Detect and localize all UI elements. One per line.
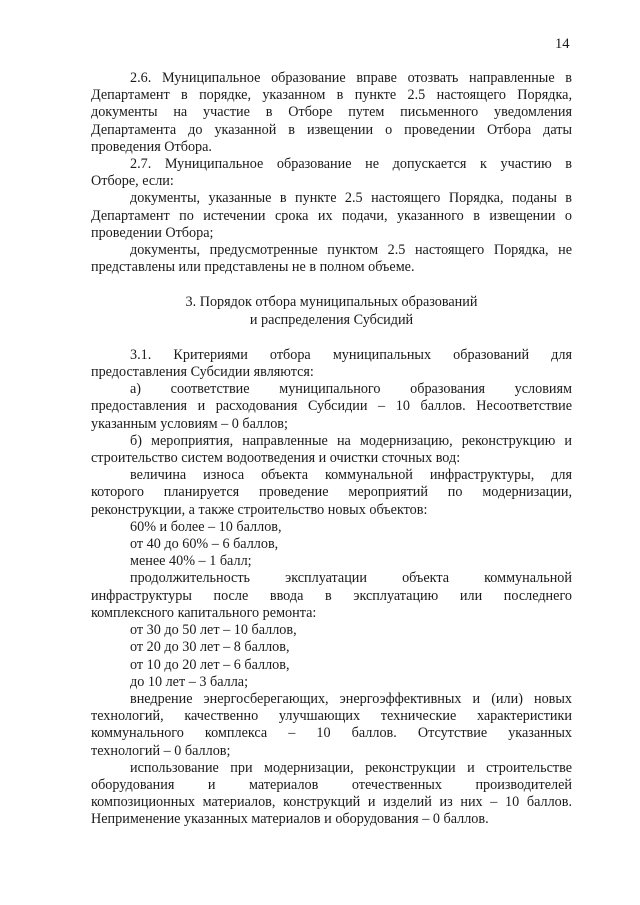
text-line: комплексного капитального ремонта: xyxy=(91,604,317,621)
heading-line: 3. Порядок отбора муниципальных образований xyxy=(185,294,478,311)
text-line: которого планируется проведение мероприятий по модернизации, xyxy=(91,484,572,501)
wear-criterion xyxy=(91,467,572,519)
criterion-a xyxy=(91,381,572,433)
paragraph-2-7 xyxy=(91,156,572,190)
text-line: 3.1. Критериями отбора муниципальных образований для xyxy=(130,346,572,363)
list-item: 60% и более – 10 баллов, xyxy=(130,518,282,535)
text-line: представлены или представлены не в полном объеме. xyxy=(91,259,415,276)
text-line: документы, предусмотренные пунктом 2.5 настоящего Порядка, не xyxy=(130,242,572,259)
criterion-b xyxy=(91,433,572,467)
page-number: 14 xyxy=(555,36,570,52)
list-item: до 10 лет – 3 балла; xyxy=(130,673,249,690)
materials-criterion xyxy=(91,760,572,829)
duration-scale xyxy=(91,622,572,691)
text-line: оборудования и материалов отечественных производителей xyxy=(91,776,572,793)
text-line: технологий – 0 баллов; xyxy=(91,742,231,759)
document-body xyxy=(91,70,572,829)
text-line: 2.7. Муниципальное образование не допускается к участию в xyxy=(130,156,572,173)
text-line: строительство систем водоотведения и очистки сточных вод: xyxy=(91,450,461,467)
paragraph-3-1 xyxy=(91,347,572,381)
list-item: от 10 до 20 лет – 6 баллов, xyxy=(130,656,290,673)
text-line: реконструкции, а также строительство новых объектов: xyxy=(91,501,428,518)
text-line: проведения Отбора. xyxy=(91,138,212,155)
list-item: от 20 до 30 лет – 8 баллов, xyxy=(130,639,290,656)
text-line: а) соответствие муниципального образования условиям xyxy=(130,381,572,398)
technology-criterion xyxy=(91,691,572,760)
text-line: внедрение энергосберегающих, энергоэффективных и (или) новых xyxy=(130,690,572,707)
list-item: менее 40% – 1 балл; xyxy=(130,553,252,570)
text-line: документы, указанные в пункте 2.5 настоящего Порядка, поданы в xyxy=(130,190,572,207)
text-line: Неприменение указанных материалов и оборудования – 0 баллов. xyxy=(91,811,489,828)
text-line: Департамент в порядке, указанном в пункте 2.5 настоящего Порядка, xyxy=(91,87,572,104)
paragraph-2-7-item-1 xyxy=(91,190,572,242)
text-line: величина износа объекта коммунальной инфраструктуры, для xyxy=(130,467,572,484)
text-line: проведении Отбора; xyxy=(91,224,214,241)
heading-line: и распределения Субсидий xyxy=(249,311,414,328)
text-line: использование при модернизации, реконструкции и строительстве xyxy=(130,759,572,776)
wear-scale xyxy=(91,519,572,571)
list-item: от 40 до 60% – 6 баллов, xyxy=(130,536,279,553)
text-line: указанным условиям – 0 баллов; xyxy=(91,415,288,432)
duration-criterion xyxy=(91,570,572,622)
text-line: композиционных материалов, конструкций и изделий из них – 10 баллов. xyxy=(91,794,572,811)
text-line: Департамента до указанной в извещении о проведении Отбора даты xyxy=(91,121,572,138)
text-line: инфраструктуры после ввода в эксплуатацию или последнего xyxy=(91,587,572,604)
text-line: Департамент по истечении срока их подачи, указанного в извещении о xyxy=(91,207,572,224)
text-line: документы на участие в Отборе путем письменного уведомления xyxy=(91,104,572,121)
text-line: 2.6. Муниципальное образование вправе отозвать направленные в xyxy=(130,70,572,86)
section-heading xyxy=(91,294,572,328)
paragraph-2-7-item-2 xyxy=(91,242,572,276)
text-line: коммунального комплекса – 10 баллов. Отсутствие указанных xyxy=(91,725,572,742)
list-item: от 30 до 50 лет – 10 баллов, xyxy=(130,622,297,639)
text-line: Отборе, если: xyxy=(91,173,174,190)
text-line: предоставления Субсидии являются: xyxy=(91,364,314,381)
text-line: предоставления и расходования Субсидии – 10 баллов. Несоответствие xyxy=(91,398,572,415)
text-line: продолжительность эксплуатации объекта коммунальной xyxy=(130,570,572,587)
paragraph-2-6 xyxy=(91,70,572,156)
text-line: б) мероприятия, направленные на модернизацию, реконструкцию и xyxy=(130,432,572,449)
text-line: технологий, качественно улучшающих технические характеристики xyxy=(91,708,572,725)
